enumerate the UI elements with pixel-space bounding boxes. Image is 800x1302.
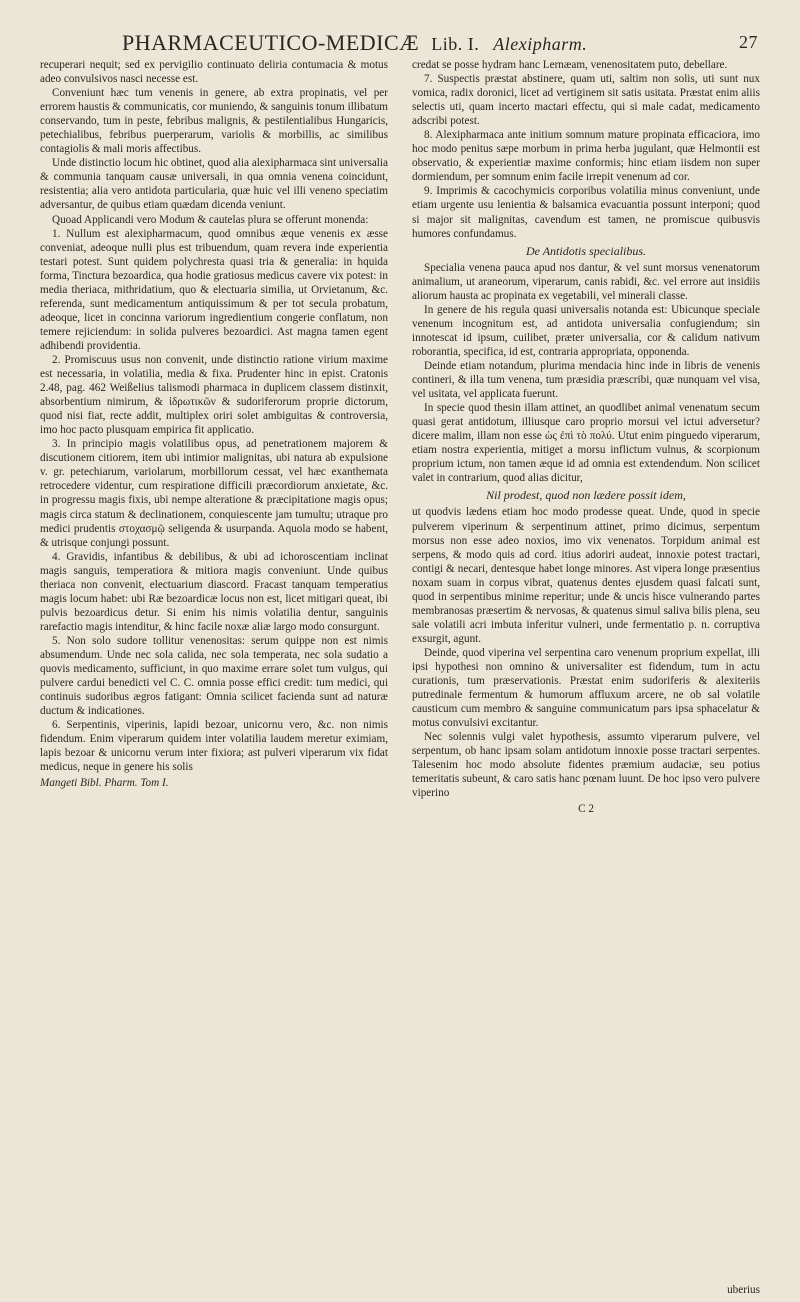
paragraph: Nec solennis vulgi valet hypothesis, assumto viperarum pulvere, vel serpentum, ob hanc ipsam solam antidotum innoxie posse tractari serpentes. Talesenim hoc modo absolute fidentes præmium audaciæ, seu potius temeritatis subeunt, & caro satis hanc pœnam luunt. De hoc ipso vero pulvere viperino	[412, 731, 760, 800]
paragraph: credat se posse hydram hanc Lernæam, venenositatem puto, debellare.	[412, 59, 728, 71]
paragraph: recuperari nequit; sed ex pervigilio continuato deliria contumacia & motus adeo convulsivos nasci necesse est.	[40, 59, 388, 86]
paragraph: 3. In principio magis volatilibus opus, ad penetrationem majorem & discutionem citiorem, item ubi intimior malignitas, ubi natura ab expulsione v. gr. petechiarum, variolarum, morbillorum cessat, vel hæc exanthemata retrocedere videntur, cum respiratione difficili præcordiorum anxietate, &c. in progressu magis fixis, ubi nempe alteratione & præcipitatione magis opus; magis circa statum & declinationem, conquiescente jam tumultu; utraque pro medici prudentis στοχασμῷ seligenda & usurpanda. Aquola modo se habent, & utrisque conjungi possunt.	[40, 438, 388, 549]
running-title-text: PHARMACEUTICO-MEDICÆ	[122, 30, 420, 55]
text-columns	[40, 58, 760, 816]
paragraph: Conveniunt hæc tum venenis in genere, ab extra propinatis, vel per errorem haustis & communicatis, cor muniendo, & sanguinis tonum illibatum conservando, tum in peste, febribus malignis, & pestilentialibus Hungaricis, petechialibus, febribus puerperarum, variolis & morbillis, ac similibus contagiolis & mali moris affectibus.	[40, 87, 388, 156]
paragraph: 6. Serpentinis, viperinis, lapidi bezoar, unicornu vero, &c. non nimis fidendum. Enim viperarum quidem inter volatilia laudem meretur eximiam, lapis bezoar & unicornu verum inter fixiora; ast pulveri viperarum vix fidat medicus, neque in genere his solis	[40, 719, 388, 774]
paragraph: 9. Imprimis & cacochymicis corporibus volatilia minus conveniunt, unde etiam urgente usu lenientia & balsamica evacuantia possunt interponi; quod si major sit malignitas, cavendum est tamen, ne promiscue quibusvis humores confundamus.	[412, 185, 760, 240]
right-column	[412, 58, 760, 816]
running-head	[40, 18, 760, 58]
paragraph: 7. Suspectis præstat abstinere, quam uti, saltim non solis, uti sunt nux vomica, radix doronici, licet ad vertiginem sit satis usitata. Præstat enim aliis selectis uti, quam incerto mactari effectu, qui si male cadat, medicamento adscribi potest.	[412, 73, 760, 128]
paragraph: ut quodvis lædens etiam hoc modo prodesse queat. Unde, quod in specie pulverem viperinum & serpentinum attinet, primo dicimus, serpentum morsus non esse adeo noxios, imo vix venenatos. Torpidum animal est serpens, & modo quis ad cord. itius adoriri audeat, innoxie potest tractari, contigi & necari, dentesque habet longe minores. Ast vipera longe præsentius noxam suam in corpus vibrat, quatenus dentes ejusdem quasi falcati sunt, quod in serpentibus minime reperitur; unde & uncis hisce vulnerando partes membranosas præsertim & nervosas, & quatenus simul saliva bilis plena, seu sale volatili acri imbuta inferitur vulneri, unde fermentatio p. n. corruptiva exsurgit, agunt.	[412, 506, 760, 645]
section-name: Alexipharm.	[493, 34, 588, 54]
left-column	[40, 58, 388, 816]
book-number: Lib. I.	[431, 34, 480, 54]
paragraph: Specialia venena pauca apud nos dantur, & vel sunt morsus venenatorum animalium, ut araneorum, viperarum, canis rabidi, &c. vel errore aut insidiis aliorum hausta ac propinata ex vegetabili, vel minerali classe.	[412, 261, 760, 302]
paragraph: Deinde etiam notandum, plurima mendacia hinc inde in libris de venenis contineri, & illa tum venena, tum præsidia præscribi, quæ nunquam vel visa, vel usitata, vel applicata fuerunt.	[412, 359, 760, 401]
paragraph: Unde distinctio locum hic obtinet, quod alia alexipharmaca sint universalia & communia tanquam causæ universali, in qua omnia venena coincidunt, resistentia; alia vero antidota particularia, quæ huic vel illi veneno speciatim adversantur, de quibus etiam quædam dicenda veniunt.	[40, 157, 388, 212]
catchword: uberius	[727, 1284, 760, 1296]
left-footer	[40, 776, 388, 790]
footer-note: Mangeti Bibl. Pharm. Tom I.	[40, 777, 169, 790]
paragraph: In genere de his regula quasi universalis notanda est: Ubicunque speciale venenum incognitum est, ad antidota universalia confugiendum; sin innotescat id ipsum, cuilibet, præter universalia, cor & calidum nativum roborantia, specifica, id est, contraria appropriata, opponenda.	[412, 303, 760, 358]
signature-mark: C 2	[578, 803, 594, 816]
paragraph: 2. Promiscuus usus non convenit, unde distinctio ratione virium maxime est necessaria, in volatilia, media & fixa. Prudenter hinc in epist. Cratonis 2.48, pag. 462 Weißelius talismodi pharmaca in duplicem classem distinxit, absorbentium nimirum, & ἱδρωτικῶν & sudoriferorum proprie dictorum, quod nisi fiat, recte addit, multiplex oriri solet ambiguitas & controversia, imo hoc pacto plusquam empirica fit applicatio.	[40, 353, 388, 437]
paragraph: 8. Alexipharmaca ante initium somnum mature propinata efficaciora, imo hoc modo penitus sæpe morbum in prima herba jugulant, quæ Helmontii est observatio, & experientiæ maxime conformis; hinc etiam iisdem non super dormiendum, per somnum enim facile irrepit venenum ad cor.	[412, 129, 760, 184]
paragraph: 1. Nullum est alexipharmacum, quod omnibus æque venenis ex æsse conveniat, adeoque nulli plus est tribuendum, quam revera inde experientia testari potest. Sunt quidem polychresta quasi tria & generalia: in hquida forma, Tinctura bezoardica, qua hodie gratiosus medicus cavere vix potest: in media theriaca, mithridatium, quo & electuaria similia, ut Orvietanum, &c. referenda, sunt medicamentum antiquissimum & per tot secula probatum, adeoque, licet in concinna variorum ingredientium congerie conflatum, non temere rejiciendum: in solida pulveres bezoardici. Ast magna tamen egent adhibendi providentia.	[40, 227, 388, 352]
paragraph: Quoad Applicandi vero Modum & cautelas plura se offerunt monenda:	[52, 213, 369, 226]
paragraph: Deinde, quod viperina vel serpentina caro venenum proprium expellat, illi ipsi hypothesi non omnino & universaliter est fidendum, tum in actu curationis, tum præservationis. Præstat enim sudoriferis & alexiteriis putredinale fermentum & humorum affluxum arcere, ne ob sal volatile causticum cum membro & sanguine communicatum pars ipsa sphacelatur & motus convulsivi excitantur.	[412, 646, 760, 730]
paragraph: In specie quod thesin illam attinet, an quodlibet animal venenatum secum quasi gerat antidotum, illiusque caro proprio morsui vel ictui adversetur? dicere malim, illam non esse ὡς ἐπὶ τὸ πολύ. Utut enim pinguedo viperarum, etiam nostra experientia, mitiget a morsu inflictum vulnus, & scorpionum proprium ictum, non tamen æque id ad omnia est extendendum. Non scilicet valet in contrarium, quod alias dicitur,	[412, 402, 760, 485]
paragraph: 4. Gravidis, infantibus & debilibus, & ubi ad ichoroscentiam inclinat magis sanguis, temperatiora & mitiora magis conveniunt. Unde quibus theriaca non convenit, electuarium diascord. Fracast tanquam temperatius magis locum habet: ubi Ræ bezoardicæ locus non est, licet mitigari queat, ibi pulvis bezoardicus detur. Si enim his nimis volatilia dentur, sanguinis rarefactio magis intenditur, & hinc facile noxæ aliæ largo modo consurgunt.	[40, 550, 388, 633]
section-heading: De Antidotis specialibus.	[525, 243, 647, 258]
page-number: 27	[739, 32, 758, 52]
running-title	[122, 30, 587, 56]
verse-quote: Nil prodest, quod non lædere possit idem,	[486, 488, 686, 503]
paragraph: 5. Non solo sudore tollitur venenositas: serum quippe non est nimis absumendum. Unde nec sola calida, nec sola temperata, nec sola sudatio a quovis medicamento, sufficiunt, in quo maxime errare solet tum vulgus, qui pulvere cardui benedicti vel C. C. omnia posse effici credit: tum medici, qui continuis sudoribus ægros fatigant: Omnia scilicet facienda sunt ad naturæ ductum & indicationes.	[40, 634, 388, 718]
